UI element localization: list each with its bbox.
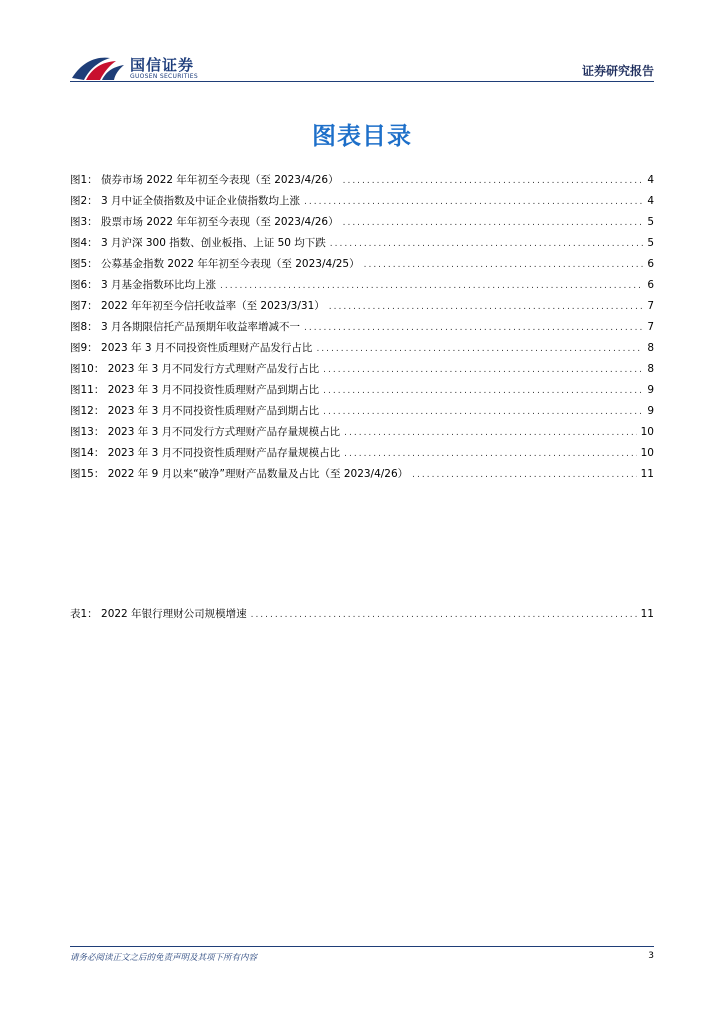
toc-entry-label: 图6： 3 月基金指数环比均上涨 xyxy=(70,279,217,291)
toc-entry-label: 图7： 2022 年年初至今信托收益率（至 2023/3/31） xyxy=(70,300,325,312)
toc-entry-label: 图5： 公募基金指数 2022 年年初至今表现（至 2023/4/25） xyxy=(70,258,360,270)
figure-toc-entry[interactable] xyxy=(70,338,654,359)
page-header xyxy=(0,0,724,90)
dot-leader xyxy=(364,255,644,276)
toc-entry-label: 图14： 2023 年 3 月不同投资性质理财产品存量规模占比 xyxy=(70,447,341,459)
dot-leader xyxy=(304,192,643,213)
logo-english-name: GUOSEN SECURITIES xyxy=(130,73,199,80)
toc-entry-page: 7 xyxy=(647,321,654,333)
header-divider xyxy=(70,81,654,82)
toc-entry-label: 图13： 2023 年 3 月不同发行方式理财产品存量规模占比 xyxy=(70,426,341,438)
dot-leader xyxy=(344,423,637,444)
figure-toc-entry[interactable] xyxy=(70,170,654,191)
toc-entry-label: 图3： 股票市场 2022 年年初至今表现（至 2023/4/26） xyxy=(70,216,339,228)
guosen-logo xyxy=(70,52,200,84)
footer-divider xyxy=(70,946,654,947)
figure-toc-entry[interactable] xyxy=(70,317,654,338)
toc-entry-label: 图4： 3 月沪深 300 指数、创业板指、上证 50 均下跌 xyxy=(70,237,326,249)
dot-leader xyxy=(343,171,644,192)
figure-toc-entry[interactable] xyxy=(70,401,654,422)
dot-leader xyxy=(220,276,643,297)
figure-toc-entry[interactable] xyxy=(70,422,654,443)
figure-toc-entry[interactable] xyxy=(70,275,654,296)
figure-toc-entry[interactable] xyxy=(70,359,654,380)
toc-entry-label: 表1： 2022 年银行理财公司规模增速 xyxy=(70,608,247,620)
logo-chinese-name: 国信证券 xyxy=(130,56,195,74)
dot-leader xyxy=(344,444,637,465)
toc-entry-label: 图2： 3 月中证全债指数及中证企业债指数均上涨 xyxy=(70,195,301,207)
toc-entry-page: 7 xyxy=(647,300,654,312)
toc-entry-label: 图12： 2023 年 3 月不同投资性质理财产品到期占比 xyxy=(70,405,320,417)
toc-entry-page: 8 xyxy=(647,363,654,375)
figure-toc-entry[interactable] xyxy=(70,443,654,464)
toc-entry-label: 图1： 债券市场 2022 年年初至今表现（至 2023/4/26） xyxy=(70,174,339,186)
figure-toc-entry[interactable] xyxy=(70,464,654,485)
toc-entry-page: 10 xyxy=(640,447,654,459)
disclaimer-note: 请务必阅读正文之后的免责声明及其项下所有内容 xyxy=(70,953,258,963)
guosen-logo-icon xyxy=(70,52,126,82)
toc-entry-page: 8 xyxy=(647,342,654,354)
figure-list xyxy=(70,170,654,485)
report-type-label: 证券研究报告 xyxy=(581,64,654,78)
toc-entry-label: 图15： 2022 年 9 月以来“破净”理财产品数量及占比（至 2023/4/26） xyxy=(70,468,409,480)
dot-leader xyxy=(304,318,643,339)
dot-leader xyxy=(323,402,643,423)
toc-entry-page: 10 xyxy=(640,426,654,438)
toc-entry-page: 5 xyxy=(647,237,654,249)
figure-toc-entry[interactable] xyxy=(70,380,654,401)
figure-toc-entry[interactable] xyxy=(70,296,654,317)
toc-entry-page: 4 xyxy=(647,174,654,186)
dot-leader xyxy=(251,605,637,626)
figure-toc-entry[interactable] xyxy=(70,212,654,233)
dot-leader xyxy=(412,465,636,486)
dot-leader xyxy=(316,339,643,360)
page-title: 图表目录 xyxy=(312,122,412,150)
page-number: 3 xyxy=(648,951,654,961)
toc-entry-label: 图9： 2023 年 3 月不同投资性质理财产品发行占比 xyxy=(70,342,313,354)
toc-entry-page: 5 xyxy=(647,216,654,228)
toc-entry-page: 6 xyxy=(647,279,654,291)
toc-entry-label: 图11： 2023 年 3 月不同投资性质理财产品到期占比 xyxy=(70,384,320,396)
dot-leader xyxy=(329,297,644,318)
toc-entry-page: 11 xyxy=(640,468,654,480)
toc-entry-page: 4 xyxy=(647,195,654,207)
figure-toc-entry[interactable] xyxy=(70,191,654,212)
toc-entry-label: 图8： 3 月各期限信托产品预期年收益率增减不一 xyxy=(70,321,301,333)
toc-entry-page: 9 xyxy=(647,384,654,396)
toc-entry-page: 11 xyxy=(640,608,654,620)
dot-leader xyxy=(323,360,643,381)
toc-entry-page: 6 xyxy=(647,258,654,270)
dot-leader xyxy=(330,234,644,255)
dot-leader xyxy=(343,213,644,234)
figure-toc-entry[interactable] xyxy=(70,233,654,254)
table-toc-entry[interactable] xyxy=(70,604,654,625)
table-list xyxy=(70,604,654,625)
dot-leader xyxy=(323,381,643,402)
figure-toc-entry[interactable] xyxy=(70,254,654,275)
toc-entry-page: 9 xyxy=(647,405,654,417)
toc-entry-label: 图10： 2023 年 3 月不同发行方式理财产品发行占比 xyxy=(70,363,320,375)
